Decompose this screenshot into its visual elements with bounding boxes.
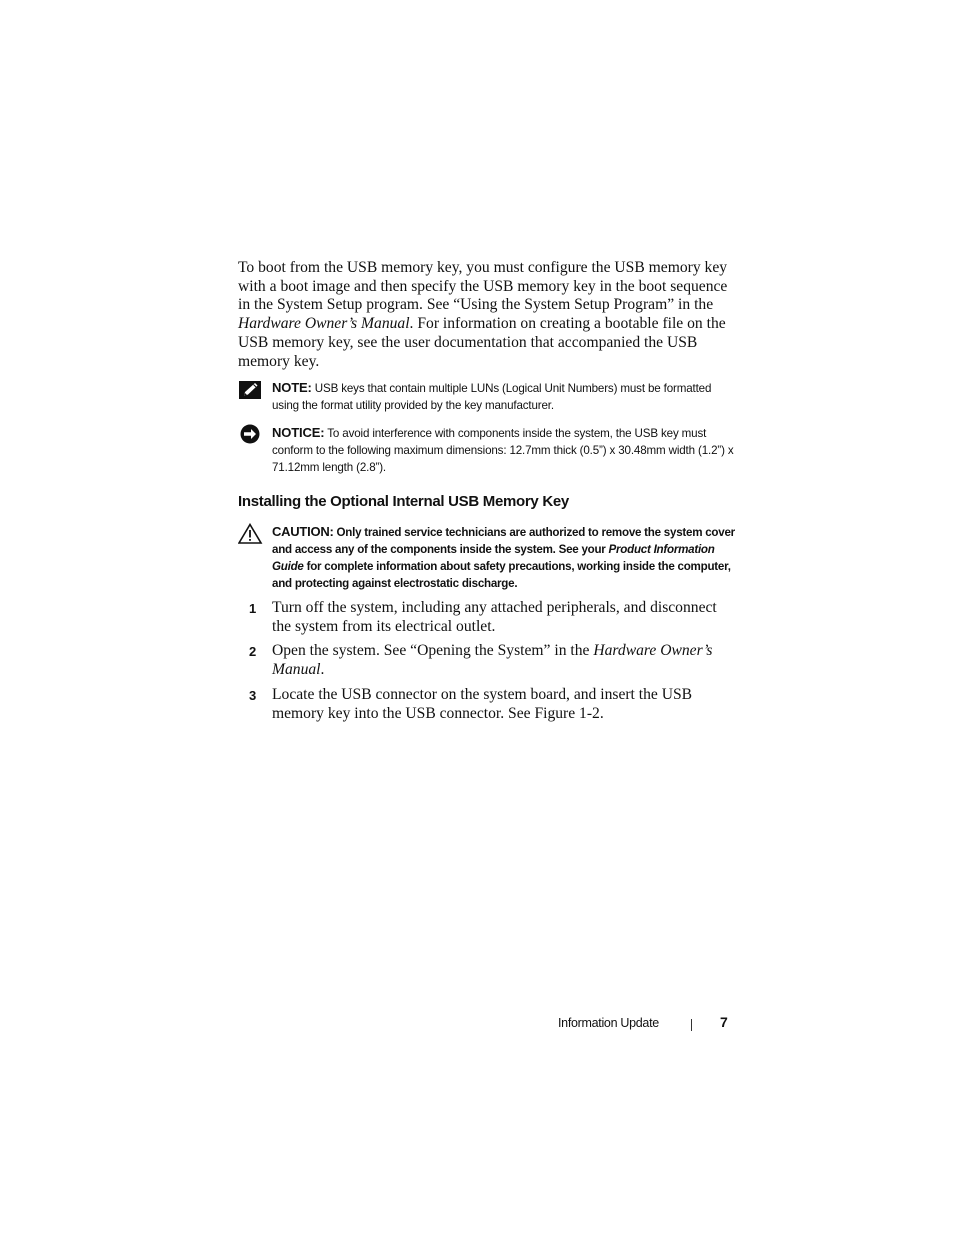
step-item <box>238 686 733 723</box>
step-text: Locate the USB connector on the system board, and insert the USB memory key into the USB connector. See Figure 1-2. <box>272 685 693 722</box>
caution-text-1: Only trained service technicians are authorized to remove the system cover and access any of the components inside the system. See your <box>272 526 735 556</box>
step-text: Turn off the system, including any attached peripherals, and disconnect the system from its electrical outlet. <box>272 599 717 635</box>
intro-paragraph <box>238 259 728 371</box>
step-item <box>238 642 733 679</box>
step-number: 3 <box>249 687 257 703</box>
section-heading: Installing the Optional Internal USB Memory Key <box>238 493 569 510</box>
note-text: USB keys that contain multiple LUNs (Logical Unit Numbers) must be formatted using the format utility provided by the key manufacturer. <box>272 382 712 412</box>
step-item <box>238 599 733 636</box>
notice-block <box>238 424 738 476</box>
footer-divider <box>691 1019 692 1031</box>
steps-list <box>238 599 733 729</box>
footer-title: Information Update <box>558 1016 659 1030</box>
step-text-end: . <box>320 661 325 679</box>
note-label: NOTE: <box>272 380 312 395</box>
page-number: 7 <box>720 1014 728 1030</box>
warning-triangle-icon <box>238 523 264 545</box>
intro-manual-title: Hardware Owner’s Manual <box>238 315 410 333</box>
page-footer <box>558 1014 738 1034</box>
step-number: 2 <box>249 644 257 660</box>
intro-text-2: . For information on creating a bootable file on the USB memory key, see the user documentation that accompanied the USB memory key. <box>238 315 726 370</box>
caution-label: CAUTION: <box>272 524 334 539</box>
caution-text-2: for complete information about safety precautions, working inside the computer, and protecting against electrostatic discharge. <box>272 560 731 590</box>
step-number: 1 <box>249 601 257 616</box>
caution-guide-title: Product Information Guide <box>272 543 715 573</box>
intro-text-1: To boot from the USB memory key, you must configure the USB memory key with a boot image and then specify the USB memory key in the boot sequence in the System Setup program. See “Using the System Setup Program” in the <box>238 259 728 314</box>
notice-text: To avoid interference with components inside the system, the USB key must conform to the following maximum dimensions: 12.7mm thick (0.5”) x 30.48mm width (1.2”) x 71.12mm length (2.8”). <box>272 427 734 474</box>
notice-label: NOTICE: <box>272 425 325 440</box>
note-block <box>238 379 738 414</box>
notice-circle-icon <box>238 424 264 446</box>
step-manual-title: Hardware Owner’s Manual <box>272 642 713 679</box>
caution-block <box>238 523 738 592</box>
step-text: Open the system. See “Opening the System” in the <box>272 642 594 660</box>
pencil-note-icon <box>238 379 264 401</box>
